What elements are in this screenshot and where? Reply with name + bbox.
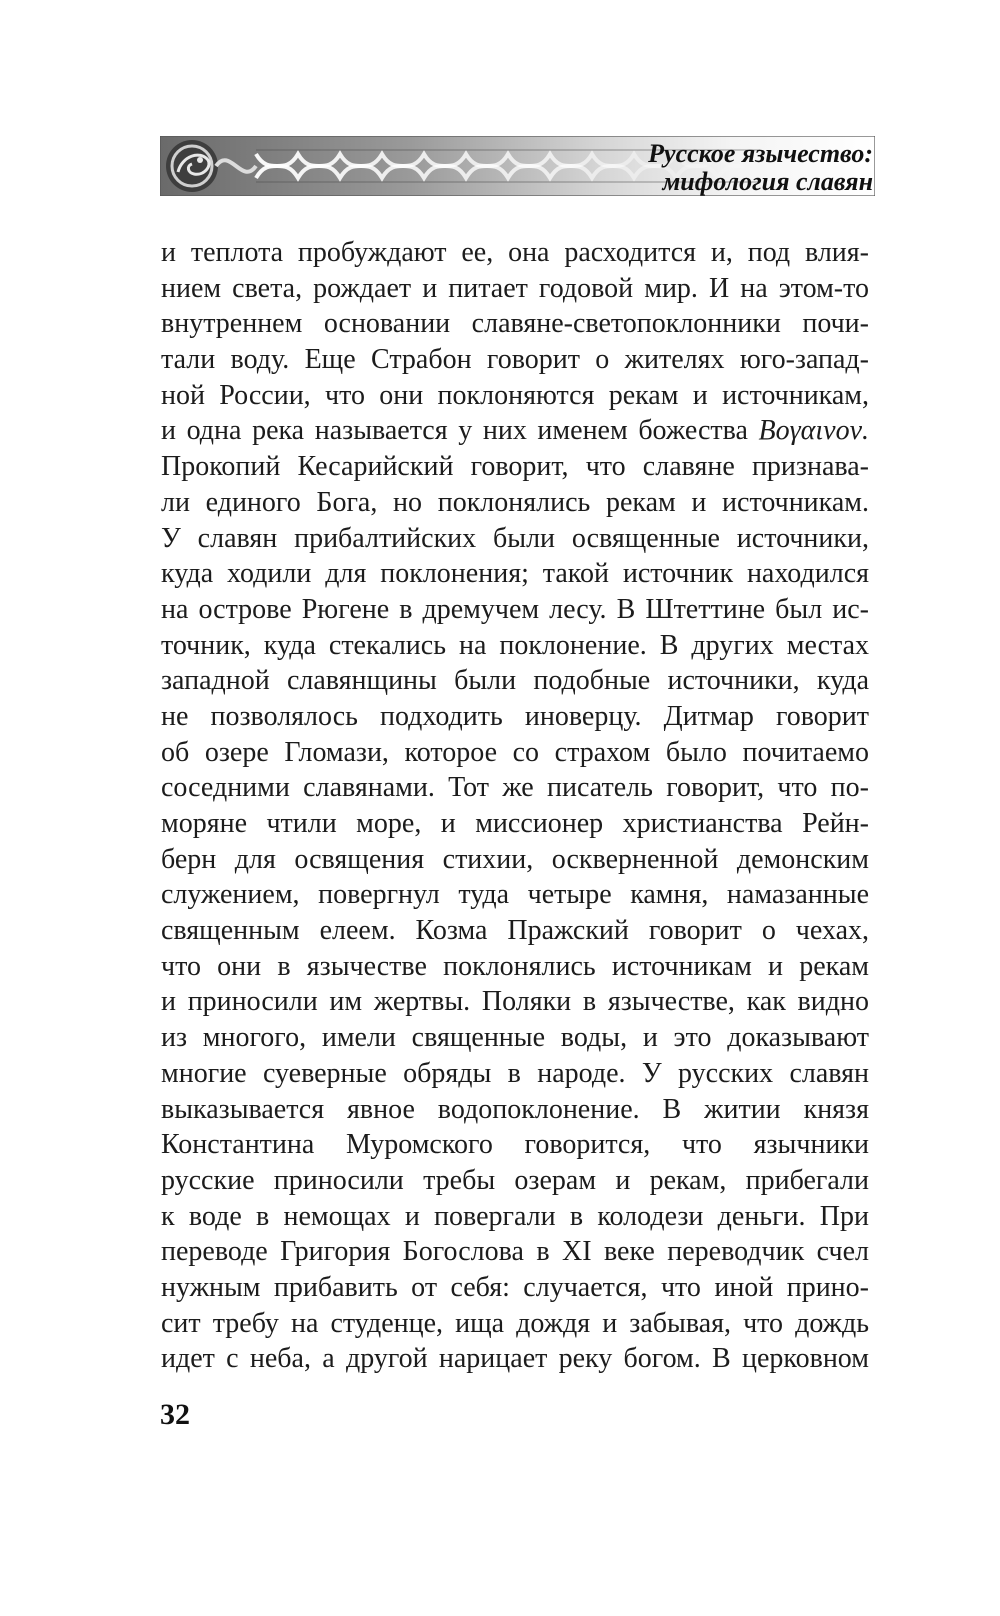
text-line: переводе Григория Богослова в XI веке переводчик счел (161, 1236, 869, 1268)
text-line: и приносили им жертвы. Поляки в язычестве, как видно (161, 986, 869, 1018)
text-line: нием света, рождает и питает годовой мир. И на этом-то (161, 272, 869, 304)
text-line: куда ходили для поклонения; такой источник находился (161, 558, 869, 590)
text-line: нужным прибавить от себя: случается, что иной прино- (161, 1271, 869, 1303)
text-line: западной славянщины были подобные источники, куда (161, 665, 869, 697)
text-line: и теплота пробуждают ее, она расходится и, под влия- (161, 237, 869, 268)
text-line: внутреннем основании славяне-светопоклонники почи- (161, 308, 869, 340)
text-line: многие суеверные обряды в народе. У русских славян (161, 1057, 869, 1089)
text-line: выказывается явное водопоклонение. В житии князя (161, 1093, 869, 1125)
text-line: ной России, что они поклоняются рекам и источникам, (161, 379, 869, 411)
running-header (160, 136, 875, 196)
text-line: сит требу на студенце, ища дождя и забывая, что дождь (161, 1307, 869, 1339)
text-line: Прокопий Кесарийский говорит, что славяне признава- (161, 451, 869, 483)
deity-name: Βογαινον. (758, 415, 869, 447)
text-line: из многого, имели священные воды, и это доказывают (161, 1022, 869, 1054)
body-text (161, 235, 869, 1377)
text-line: служением, повергнул туда четыре камня, намазанные (161, 879, 869, 911)
page-number: 32 (160, 1398, 190, 1431)
text-line: и одна река называется у них именем божества (161, 415, 748, 447)
text-line: священным елеем. Козма Пражский говорит о чехах, (161, 915, 869, 947)
text-line: Константина Муромского говорится, что язычники (161, 1129, 869, 1161)
text-line: на острове Рюгене в дремучем лесу. В Штеттине был ис- (161, 593, 869, 625)
text-line: что они в язычестве поклонялись источникам и рекам (161, 950, 869, 982)
header-title-line2: мифология славян (662, 167, 873, 196)
header-title (648, 140, 873, 196)
text-line: об озере Гломази, которое со страхом было почитаемо (161, 736, 869, 768)
text-line: моряне чтили море, и миссионер христианства Рейн- (161, 808, 869, 839)
text-line: У славян прибалтийских были освященные источники, (161, 522, 869, 554)
text-line: соседними славянами. Тот же писатель говорит, что по- (161, 772, 869, 804)
text-line: тали воду. Еще Страбон говорит о жителях юго-запад- (161, 344, 869, 376)
text-line: русские приносили требы озерам и рекам, прибегали (161, 1164, 869, 1196)
text-line: не позволялось подходить иноверцу. Дитмар говорит (161, 700, 869, 732)
header-title-line1: Русское язычество: (648, 139, 873, 168)
text-line: точник, куда стекались на поклонение. В других местах (161, 629, 869, 661)
text-line: идет с неба, а другой нарицает реку богом. В церковном (161, 1343, 869, 1375)
text-line: к воде в немощах и повергали в колодези деньги. При (161, 1200, 869, 1232)
text-line: ли единого Бога, но поклонялись рекам и источникам. (161, 486, 869, 518)
text-line-with-deity (161, 413, 869, 449)
text-line: берн для освящения стихии, оскверненной демонским (161, 843, 869, 875)
